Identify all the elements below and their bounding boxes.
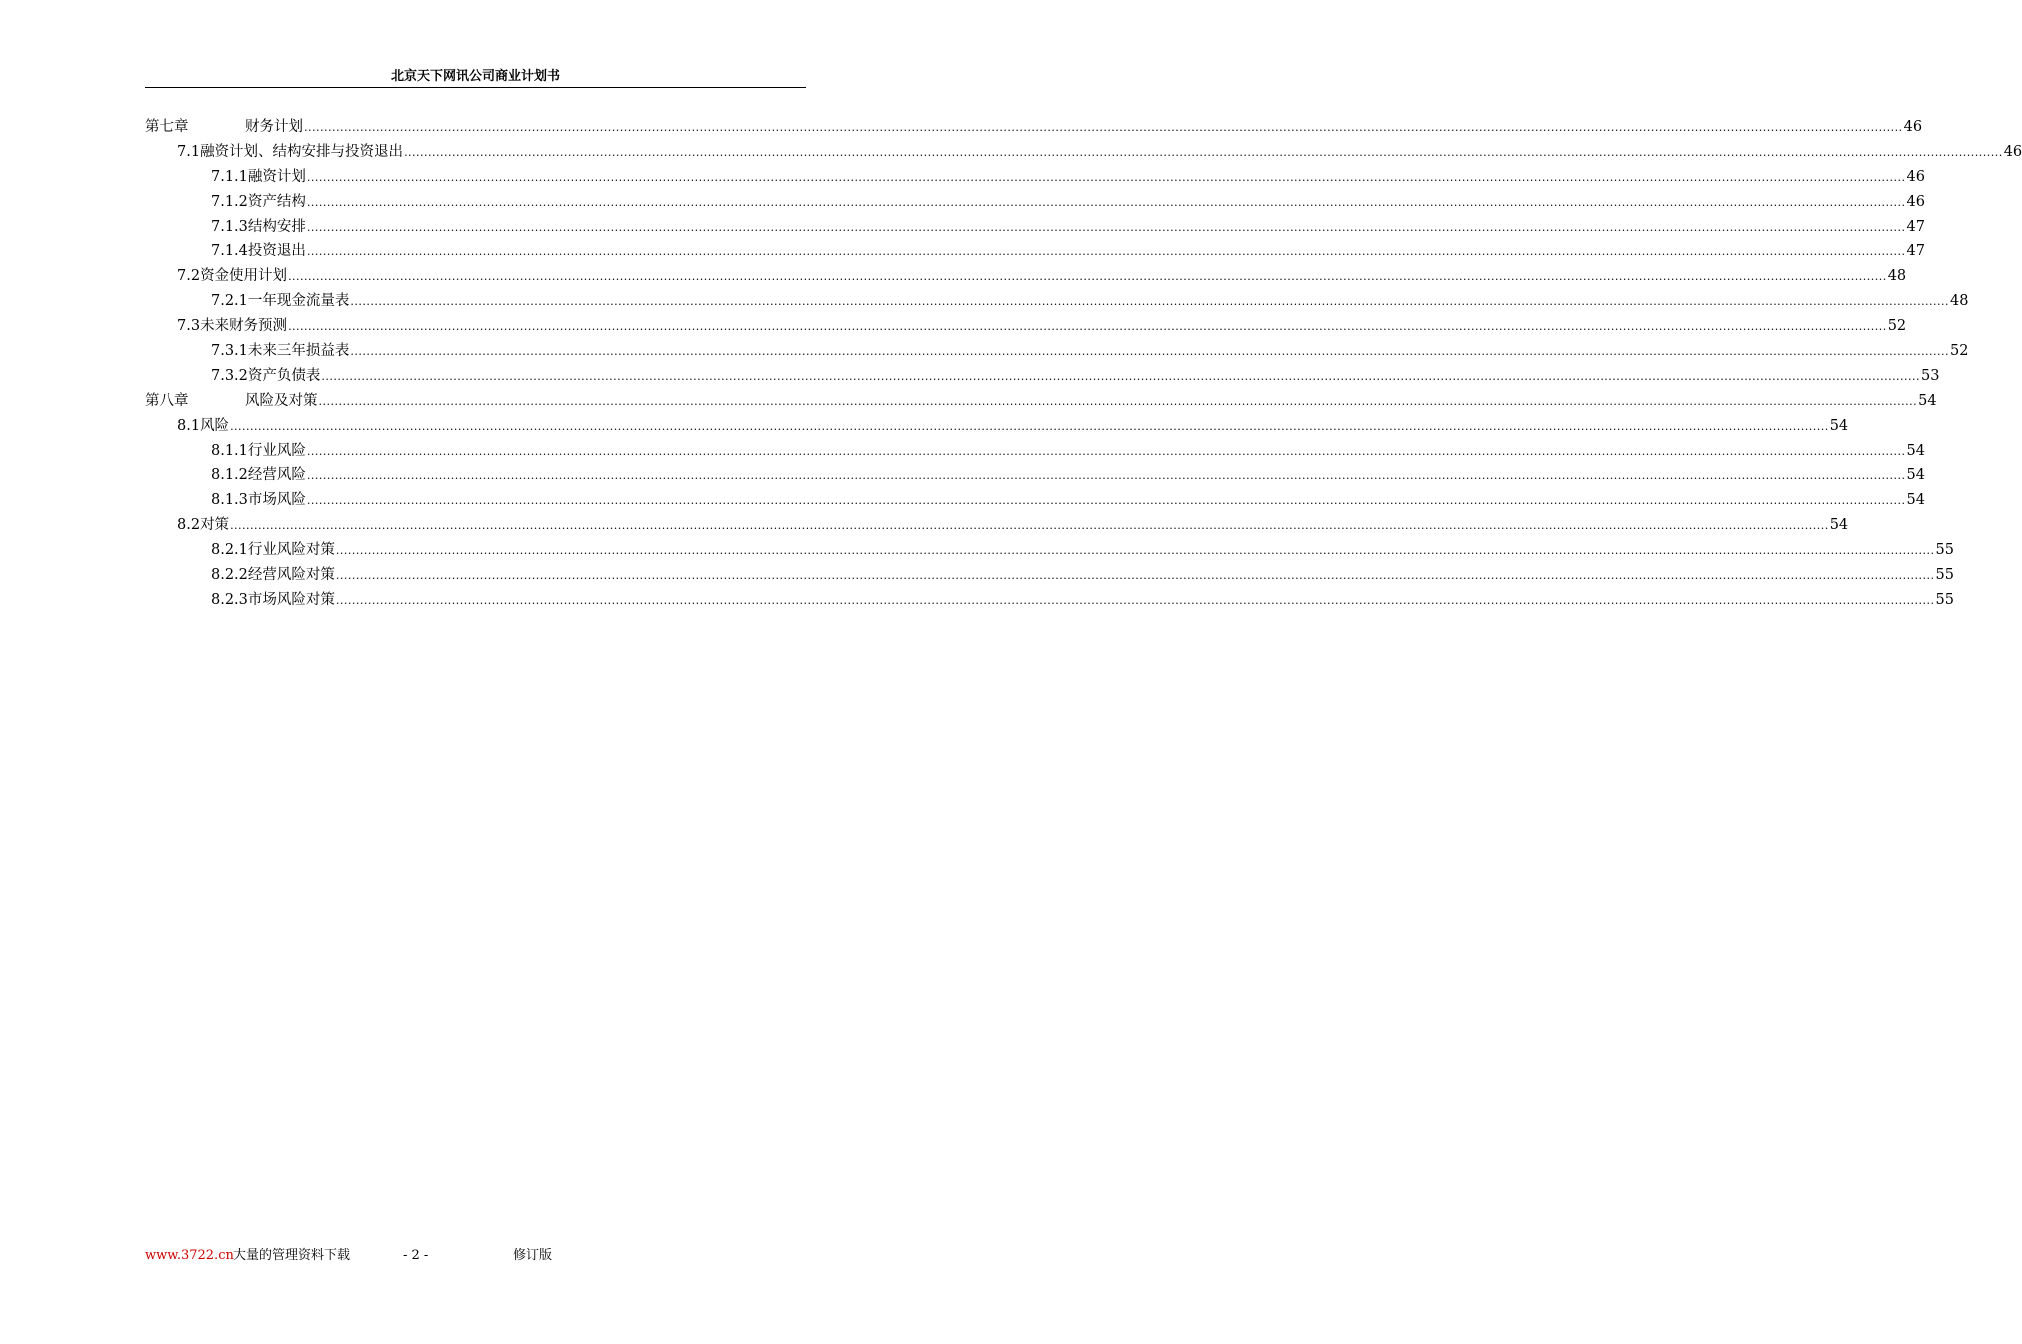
toc-entry[interactable] [145, 264, 1907, 289]
toc-entry-number: 8.1 [177, 417, 201, 434]
toc-entry[interactable] [145, 463, 1925, 488]
toc-entry-title: 风险及对策 [245, 392, 318, 409]
toc-entry-title: 行业风险 [247, 442, 306, 459]
toc-entry-page: 55 [1935, 567, 1954, 584]
table-of-contents [145, 115, 2022, 613]
toc-dot-leader: ................................................................................................................................................................................................................................................................................................................................................................................................................ [230, 519, 1829, 533]
toc-entry-number: 8.2.1 [211, 542, 248, 559]
toc-entry-number: 8.2.3 [211, 591, 248, 608]
toc-entry[interactable] [145, 414, 1849, 439]
toc-dot-leader: ................................................................................................................................................................................................................................................................................................................................................................................................................ [335, 569, 1935, 583]
toc-entry-number: 第七章 [145, 119, 189, 135]
toc-entry-page: 52 [1950, 343, 1969, 360]
toc-entry-number: 7.1.1 [211, 168, 248, 185]
toc-dot-leader: ................................................................................................................................................................................................................................................................................................................................................................................................................ [230, 419, 1829, 433]
footer-version: 修订版 [513, 1248, 553, 1263]
toc-entry-title: 融资计划 [247, 168, 306, 185]
toc-dot-leader: ................................................................................................................................................................................................................................................................................................................................................................................................................ [306, 469, 1906, 483]
toc-entry[interactable] [145, 538, 1954, 563]
toc-entry[interactable] [145, 140, 2022, 165]
toc-entry[interactable] [145, 239, 1925, 264]
toc-entry-page: 54 [1906, 467, 1925, 484]
toc-entry-title: 对策 [200, 517, 230, 534]
toc-entry[interactable] [145, 488, 1925, 513]
toc-entry-number: 7.3 [177, 318, 201, 335]
toc-entry-page: 54 [1918, 392, 1937, 409]
toc-entry-number: 7.3.1 [211, 343, 248, 360]
toc-dot-leader: ................................................................................................................................................................................................................................................................................................................................................................................................................ [404, 145, 2003, 159]
toc-entry-title: 风险 [200, 417, 230, 434]
toc-entry-number: 8.1.2 [211, 467, 248, 484]
toc-entry-title: 行业风险对策 [247, 542, 335, 559]
toc-entry-page: 54 [1906, 442, 1925, 459]
toc-dot-leader: ................................................................................................................................................................................................................................................................................................................................................................................................................ [288, 320, 1887, 334]
toc-entry-page: 46 [1906, 193, 1925, 210]
toc-dot-leader: ................................................................................................................................................................................................................................................................................................................................................................................................................ [335, 544, 1935, 558]
toc-entry[interactable] [145, 339, 1969, 364]
footer-page-number: - 2 - [403, 1248, 429, 1263]
toc-entry[interactable] [145, 389, 1937, 414]
toc-entry-page: 47 [1906, 218, 1925, 235]
toc-dot-leader: ................................................................................................................................................................................................................................................................................................................................................................................................................ [306, 245, 1906, 259]
toc-dot-leader: ................................................................................................................................................................................................................................................................................................................................................................................................................ [306, 170, 1906, 184]
toc-entry-number: 8.2 [177, 517, 201, 534]
toc-entry-title: 资产负债表 [247, 367, 321, 384]
toc-entry-page: 54 [1829, 417, 1849, 434]
toc-entry-title: 经营风险 [247, 467, 306, 484]
toc-entry-number: 7.2 [177, 268, 201, 285]
toc-entry[interactable] [145, 563, 1954, 588]
toc-dot-leader: ................................................................................................................................................................................................................................................................................................................................................................................................................ [318, 394, 1918, 408]
toc-entry-page: 55 [1935, 542, 1954, 559]
toc-entry-title: 未来三年损益表 [247, 343, 350, 360]
toc-entry-page: 46 [1903, 119, 1923, 135]
toc-entry-title: 市场风险 [247, 492, 306, 509]
toc-entry-number: 7.1 [177, 143, 201, 160]
toc-entry-title: 经营风险对策 [247, 567, 335, 584]
toc-dot-leader: ................................................................................................................................................................................................................................................................................................................................................................................................................ [350, 345, 1950, 359]
toc-entry[interactable] [145, 439, 1925, 464]
toc-entry-number: 8.1.3 [211, 492, 248, 509]
toc-entry-number: 第八章 [145, 392, 189, 409]
toc-entry-page: 46 [2003, 143, 2022, 160]
toc-entry-page: 54 [1829, 517, 1849, 534]
toc-entry-title: 市场风险对策 [247, 591, 335, 608]
toc-entry[interactable] [145, 364, 1940, 389]
toc-entry-number: 7.1.3 [211, 218, 248, 235]
toc-entry[interactable] [145, 513, 1849, 538]
toc-entry[interactable] [145, 588, 1954, 613]
toc-entry-page: 55 [1935, 591, 1954, 608]
toc-entry-title: 投资退出 [247, 243, 306, 260]
toc-entry[interactable] [145, 165, 1925, 190]
toc-entry-page: 52 [1887, 318, 1907, 335]
toc-dot-leader: ................................................................................................................................................................................................................................................................................................................................................................................................................ [304, 121, 1903, 134]
page-footer [145, 1246, 806, 1266]
toc-entry-page: 46 [1906, 168, 1925, 185]
toc-entry-title: 财务计划 [245, 119, 303, 135]
toc-entry-title: 资金使用计划 [200, 268, 288, 285]
toc-dot-leader: ................................................................................................................................................................................................................................................................................................................................................................................................................ [306, 220, 1906, 234]
toc-entry-title: 资产结构 [247, 193, 306, 210]
toc-dot-leader: ................................................................................................................................................................................................................................................................................................................................................................................................................ [306, 195, 1906, 209]
toc-entry[interactable] [145, 115, 1923, 140]
footer-site-link[interactable]: www.3722.cn [145, 1248, 234, 1263]
toc-entry-page: 48 [1887, 268, 1907, 285]
toc-dot-leader: ................................................................................................................................................................................................................................................................................................................................................................................................................ [321, 369, 1921, 383]
toc-dot-leader: ................................................................................................................................................................................................................................................................................................................................................................................................................ [335, 593, 1935, 607]
toc-entry[interactable] [145, 190, 1925, 215]
toc-entry[interactable] [145, 215, 1925, 240]
toc-entry-page: 48 [1950, 293, 1969, 310]
page-header: 北京天下网讯公司商业计划书 [145, 68, 806, 88]
toc-entry-title: 结构安排 [247, 218, 306, 235]
toc-dot-leader: ................................................................................................................................................................................................................................................................................................................................................................................................................ [350, 295, 1950, 309]
toc-dot-leader: ................................................................................................................................................................................................................................................................................................................................................................................................................ [306, 444, 1906, 458]
toc-dot-leader: ................................................................................................................................................................................................................................................................................................................................................................................................................ [306, 494, 1906, 508]
toc-entry-number: 7.2.1 [211, 293, 248, 310]
toc-entry[interactable] [145, 289, 1969, 314]
toc-entry[interactable] [145, 314, 1907, 339]
toc-entry-page: 47 [1906, 243, 1925, 260]
toc-entry-page: 53 [1921, 367, 1940, 384]
toc-entry-number: 7.3.2 [211, 367, 248, 384]
toc-entry-title: 融资计划、结构安排与投资退出 [200, 143, 404, 160]
footer-text: 大量的管理资料下载 [233, 1248, 351, 1263]
toc-entry-page: 54 [1906, 492, 1925, 509]
toc-entry-number: 7.1.2 [211, 193, 248, 210]
toc-entry-number: 8.2.2 [211, 567, 248, 584]
toc-entry-number: 7.1.4 [211, 243, 248, 260]
toc-entry-title: 一年现金流量表 [247, 293, 350, 310]
toc-entry-title: 未来财务预测 [200, 318, 288, 335]
toc-dot-leader: ................................................................................................................................................................................................................................................................................................................................................................................................................ [288, 270, 1887, 284]
toc-entry-number: 8.1.1 [211, 442, 248, 459]
